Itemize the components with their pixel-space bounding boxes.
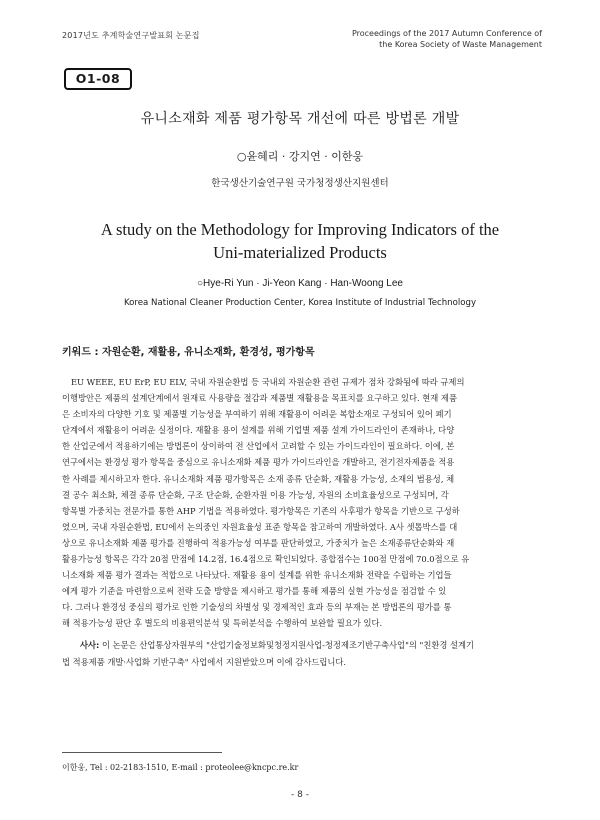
abstract-line: EU WEEE, EU ErP, EU ELV, 국내 자원순환법 등 국내외 자원순환 관련 규제가 점차 강화됨에 따라 규제의	[71, 377, 465, 387]
footnote-divider	[62, 752, 222, 753]
acknowledgment-line2: 법 적용제품 개발·사업화 기반구축" 사업에서 지원받았으며 이에 감사드립니다.	[62, 656, 347, 667]
abstract-line: 에게 평가 기준을 마련함으로써 전략 도출 방향을 제시하고 평가를 통해 제품의 실현 가능성을 점검할 수 있	[62, 586, 447, 597]
abstract-line: 한 사례를 제시하고자 한다. 유니소재화 제품 평가항목은 소재 종류 단순화, 재활용 가능성, 소재의 범용성, 체	[62, 473, 455, 484]
abstract-line: 활용가능성 항목은 각각 20점 만점에 14.2점, 16.4점으로 확인되었다. 종합점수는 100점 만점에 70.0점으로 유	[62, 554, 470, 565]
abstract-line: 해 적용가능성 판단 후 별도의 비용편익분석 및 특허분석을 수행하여 보완할 필요가 있다.	[62, 618, 383, 629]
acknowledgment-label: 사사:	[80, 640, 100, 650]
acknowledgment	[62, 637, 540, 670]
english-title-line1: A study on the Methodology for Improving Indicators of the	[100, 220, 500, 239]
running-header-left: 2017년도 추계학술연구발표회 논문집	[62, 31, 200, 40]
paper-code-badge: O1-08	[64, 68, 132, 90]
abstract-line: 은 소비자의 다양한 기호 및 제품별 기능성을 부여하기 위해 재활용이 어려운 복합소재로 구성되어 있어 폐기	[62, 409, 452, 420]
abstract-line: 한 산업군에서 적용하기에는 방법론이 상이하여 전 산업에서 고려할 수 있는 가이드라인이 필요하다. 이에, 본	[62, 441, 455, 452]
abstract-line: 상으로 유니소재화 제품 평가를 진행하여 적용가능성 여부를 판단하였고, 가중치가 높은 소재종류단순화와 재	[62, 537, 455, 548]
keywords: 키워드 : 자원순환, 재활용, 유니소재화, 환경성, 평가항목	[62, 347, 315, 358]
running-header-right-line2: the Korea Society of Waste Management	[379, 40, 542, 49]
running-header-right-line1: Proceedings of the 2017 Autumn Conference of	[351, 29, 542, 38]
abstract-line: 이행방안은 제품의 설계단계에서 원재료 사용량을 절감과 제품별 재활용을 목표치를 요구하고 있다. 현재 제품	[62, 393, 457, 404]
acknowledgment-line1: 이 논문은 산업통상자원부의 "산업기술정보화및청정지원사업-청정제조기반구축사업"의 "친환경 설계기	[99, 640, 475, 650]
english-title	[0, 218, 600, 264]
abstract-line: 항목별 가중치는 전문가를 통한 AHP 기법을 적용하였다. 평가항목은 기존의 사후평가 항목을 기반으로 구성하	[62, 505, 460, 516]
abstract-line: 니소재화 제품 평가 결과는 적합으로 나타났다. 재활용 용이 설계를 위한 유니소재화 전략을 수립하는 기업들	[62, 570, 452, 581]
abstract	[62, 374, 540, 632]
english-authors: ○Hye-Ri Yun · Ji-Yeon Kang · Han-Woong Lee	[197, 278, 403, 289]
korean-title: 유니소재화 제품 평가항목 개선에 따른 방법론 개발	[140, 111, 460, 127]
abstract-line: 단계에서 재활용이 어려운 실정이다. 재활용 용이 설계를 위해 기업별 제품 설계 가이드라인이 존재하나, 다양	[62, 425, 455, 436]
abstract-line: 다. 그러나 환경성 중심의 평가로 인한 기술성의 차별성 및 경제적인 효과 등의 부재는 본 방법론의 평가를 통	[62, 602, 452, 613]
corresponding-author-footnote: 이한웅, Tel : 02-2183-1510, E-mail : proteolee@kncpc.re.kr	[62, 763, 299, 772]
korean-affiliation: 한국생산기술연구원 국가청정생산지원센터	[211, 178, 389, 189]
abstract-line: 였으며, 국내 자원순환법, EU에서 논의중인 자원효율성 표준 항목을 참고하여 개발하였다. A사 셋톱박스를 대	[62, 521, 458, 532]
page-number: - 8 -	[291, 790, 309, 800]
english-affiliation: Korea National Cleaner Production Center, Korea Institute of Industrial Technology	[123, 298, 477, 308]
english-title-line2: Uni-materialized Products	[213, 243, 387, 262]
korean-authors: ○윤혜리 · 강지연 · 이한웅	[236, 150, 364, 163]
abstract-line: 연구에서는 환경성 평가 항목을 중심으로 유니소재화 제품 평가 가이드라인을 개발하고, 전기전자제품을 적용	[62, 457, 455, 468]
running-header-right	[302, 28, 542, 50]
abstract-line: 결 공수 최소화, 체결 종류 단순화, 구조 단순화, 순환자원 이용 가능성, 자원의 소비효율성으로 구성되며, 각	[62, 489, 449, 500]
